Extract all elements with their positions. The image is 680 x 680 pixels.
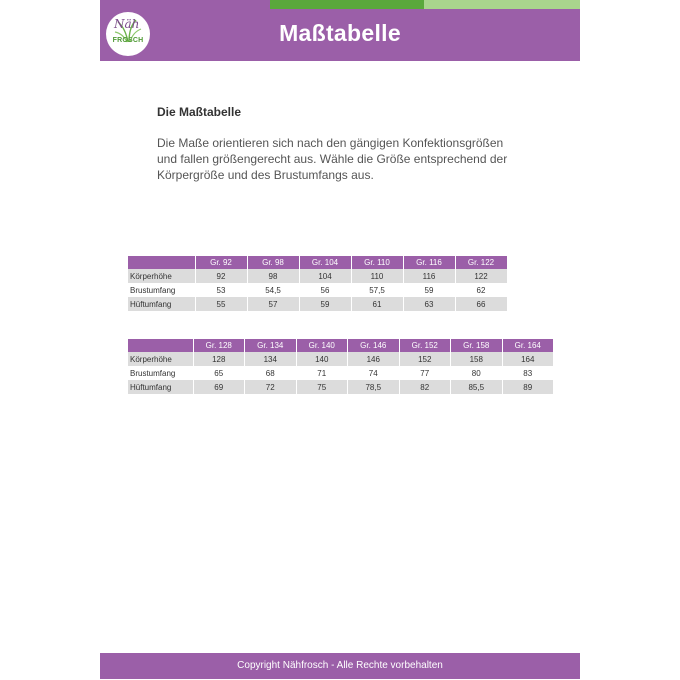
table-cell: 57,5 — [351, 283, 403, 297]
table-header-cell: Gr. 122 — [455, 256, 507, 269]
table-header-cell: Gr. 146 — [348, 339, 400, 352]
naehfrosch-logo — [106, 12, 150, 56]
table-header-cell: Gr. 134 — [245, 339, 297, 352]
row-label: Hüftumfang — [128, 297, 195, 311]
table-cell: 78,5 — [348, 380, 400, 394]
table-cell: 56 — [299, 283, 351, 297]
table-cell: 110 — [351, 269, 403, 283]
table-cell: 128 — [193, 352, 245, 366]
intro-line: Die Maße orientieren sich nach den gängigen Konfektionsgrößen — [157, 136, 504, 150]
table-cell: 71 — [296, 366, 348, 380]
table-cell: 134 — [245, 352, 297, 366]
table-cell: 89 — [502, 380, 554, 394]
table-cell: 74 — [348, 366, 400, 380]
intro-line: und fallen größengerecht aus. Wähle die Größe entsprechend der — [157, 152, 508, 166]
table-cell: 85,5 — [451, 380, 503, 394]
table-cell: 59 — [299, 297, 351, 311]
table-header-cell: Gr. 110 — [351, 256, 403, 269]
row-label: Körperhöhe — [128, 352, 193, 366]
table-cell: 61 — [351, 297, 403, 311]
table-cell: 164 — [502, 352, 554, 366]
row-label: Brustumfang — [128, 283, 195, 297]
table-cell: 116 — [403, 269, 455, 283]
table-cell: 75 — [296, 380, 348, 394]
table-cell: 82 — [399, 380, 451, 394]
table-row — [128, 366, 554, 380]
table-cell: 69 — [193, 380, 245, 394]
table-header-cell — [128, 339, 193, 352]
table-header-cell: Gr. 98 — [247, 256, 299, 269]
table-cell: 62 — [455, 283, 507, 297]
table-cell: 57 — [247, 297, 299, 311]
header-stripe-light-green — [424, 0, 580, 9]
table-cell: 83 — [502, 366, 554, 380]
table-header-cell: Gr. 128 — [193, 339, 245, 352]
row-label: Brustumfang — [128, 366, 193, 380]
table-header-cell: Gr. 116 — [403, 256, 455, 269]
table-cell: 122 — [455, 269, 507, 283]
table-cell: 63 — [403, 297, 455, 311]
table-cell: 104 — [299, 269, 351, 283]
table-cell: 65 — [193, 366, 245, 380]
table-cell: 80 — [451, 366, 503, 380]
size-table-large — [128, 339, 554, 394]
table-cell: 53 — [195, 283, 247, 297]
table-cell: 72 — [245, 380, 297, 394]
row-label: Hüftumfang — [128, 380, 193, 394]
table-header-cell: Gr. 152 — [399, 339, 451, 352]
intro-paragraph — [157, 135, 527, 183]
table-cell: 59 — [403, 283, 455, 297]
row-label: Körperhöhe — [128, 269, 195, 283]
table-row — [128, 283, 507, 297]
table-cell: 158 — [451, 352, 503, 366]
table-row — [128, 352, 554, 366]
size-table-small — [128, 256, 508, 311]
table-header-cell: Gr. 140 — [296, 339, 348, 352]
table-cell: 68 — [245, 366, 297, 380]
table-header-cell: Gr. 158 — [451, 339, 503, 352]
table-row — [128, 297, 507, 311]
header-stripe-green — [270, 0, 424, 9]
logo-script-text: Näh — [114, 17, 140, 31]
table-cell: 55 — [195, 297, 247, 311]
table-cell: 146 — [348, 352, 400, 366]
table-row — [128, 380, 554, 394]
table-cell: 98 — [247, 269, 299, 283]
table-cell: 152 — [399, 352, 451, 366]
logo-wordmark: FROSCH — [112, 37, 144, 44]
table-cell: 140 — [296, 352, 348, 366]
table-cell: 54,5 — [247, 283, 299, 297]
table-cell: 92 — [195, 269, 247, 283]
table-header-cell: Gr. 92 — [195, 256, 247, 269]
table-header-cell: Gr. 164 — [502, 339, 554, 352]
table-cell: 66 — [455, 297, 507, 311]
section-title: Die Maßtabelle — [157, 105, 242, 119]
table-cell: 77 — [399, 366, 451, 380]
page-title: Maßtabelle — [279, 20, 401, 46]
table-header-row — [128, 339, 554, 352]
table-row — [128, 269, 507, 283]
table-header-cell: Gr. 104 — [299, 256, 351, 269]
footer-copyright: Copyright Nähfrosch - Alle Rechte vorbehalten — [100, 653, 580, 679]
table-header-cell — [128, 256, 195, 269]
table-header-row — [128, 256, 507, 269]
intro-line: Körpergröße und des Brustumfangs aus. — [157, 168, 374, 182]
